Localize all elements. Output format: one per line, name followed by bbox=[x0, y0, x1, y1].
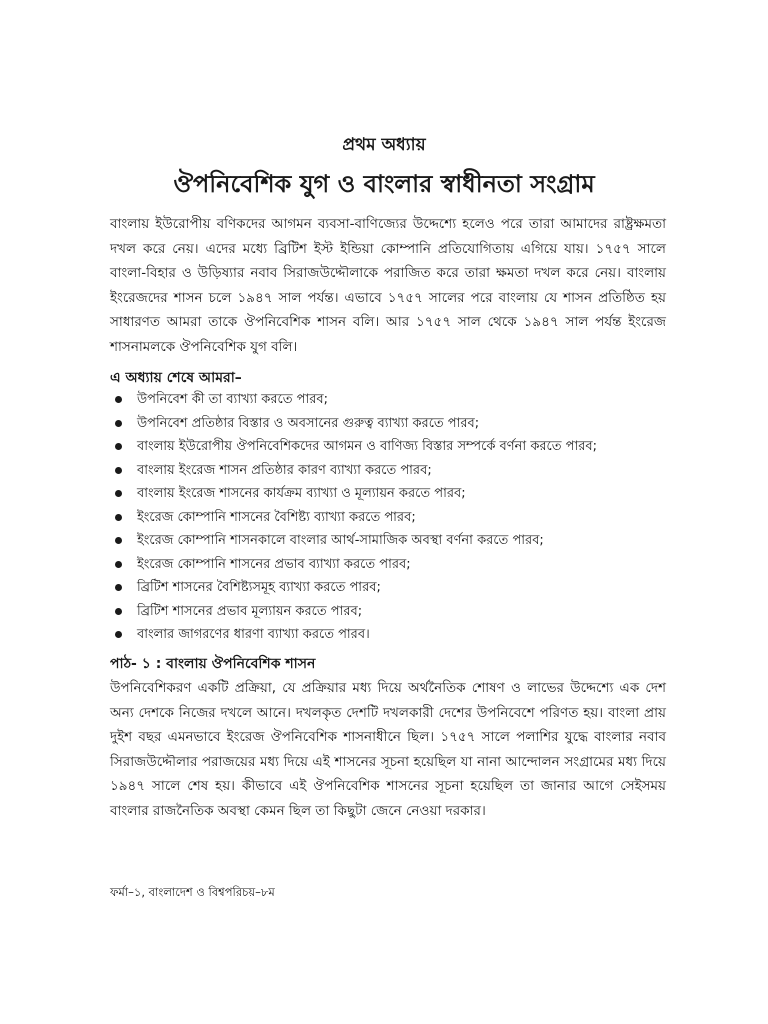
bullet-icon bbox=[115, 514, 122, 521]
bullet-icon bbox=[115, 584, 122, 591]
objective-item bbox=[112, 553, 672, 577]
chapter-title: ঔপনিবেশিক যুগ ও বাংলার স্বাধীনতা সংগ্রাম bbox=[173, 170, 595, 198]
objective-text: ইংরেজ কোম্পানি শাসনের বৈশিষ্ট্য ব্যাখ্যা করতে পারব; bbox=[137, 509, 416, 525]
objective-item bbox=[112, 506, 672, 530]
page-footer: ফর্মা–১, বাংলাদেশ ও বিশ্বপরিচয়–৮ম bbox=[110, 885, 275, 899]
objective-item bbox=[112, 529, 672, 553]
objective-text: বাংলায় ইউরোপীয় ঔপনিবেশিকদের আগমন ও বাণিজ্য বিস্তার সম্পর্কে বর্ণনা করতে পারব; bbox=[137, 439, 598, 454]
intro-paragraph: বাংলায় ইউরোপীয় বণিকদের আগমন ব্যবসা-বাণিজ্যের উদ্দেশ্যে হলেও পরে তারা আমাদের রাষ্ট্রক্ষমতা দখল করে নেয়। এদের মধ্যে ব্রিটিশ ইস্ট ইন্ডিয়া কোম্পানি প্রতিযোগিতায় এগিয়ে যায়। ১৭৫৭ সালে বাংলা-বিহার ও উড়িষ্যার নবাব সিরাজউদ্দৌলাকে পরাজিত করে তারা ক্ষমতা দখল করে নেয়। বাংলায় ইংরেজদের শাসন চলে ১৯৪৭ সাল পর্যন্ত। এভাবে ১৭৫৭ সালের পরে বাংলায় যে শাসন প্রতিষ্ঠিত হয় সাধারণত আমরা তাকে ঔপনিবেশিক শাসন বলি। আর ১৭৫৭ সাল থেকে ১৯৪৭ সাল পর্যন্ত ইংরেজ শাসনামলকে ঔপনিবেশিক যুগ বলি। bbox=[110, 216, 666, 355]
bullet-icon bbox=[115, 608, 122, 615]
objective-text: বাংলায় ইংরেজ শাসনের কার্যক্রম ব্যাখ্যা ও মূল্যায়ন করতে পারব; bbox=[137, 486, 466, 501]
bullet-icon bbox=[115, 396, 122, 403]
objective-text: উপনিবেশ কী তা ব্যাখ্যা করতে পারব; bbox=[137, 392, 329, 407]
objective-item bbox=[112, 623, 672, 647]
objective-item bbox=[112, 576, 672, 600]
bullet-icon bbox=[115, 443, 122, 450]
objective-item bbox=[112, 482, 672, 506]
objectives-list bbox=[112, 388, 672, 647]
objective-text: উপনিবেশ প্রতিষ্ঠার বিস্তার ও অবসানের গুরুত্ব ব্যাখ্যা করতে পারব; bbox=[137, 415, 480, 431]
lesson-body: উপনিবেশিকরণ একটি প্রক্রিয়া, যে প্রক্রিয়ার মধ্য দিয়ে অর্থনৈতিক শোষণ ও লাভের উদ্দেশ্যে এক দেশ অন্য দেশকে নিজের দখলে আনে। দখলকৃত দেশটি দখলকারী দেশের উপনিবেশে পরিণত হয়। বাংলা প্রায় দুইশ বছর এমনভাবে ইংরেজ ঔপনিবেশিক শাসনাধীনে ছিল। ১৭৫৭ সালে পলাশির যুদ্ধে বাংলার নবাব সিরাজউদ্দৌলার পরাজয়ের মধ্য দিয়ে এই শাসনের সূচনা হয়েছিল যা নানা আন্দোলন সংগ্রামের মধ্য দিয়ে ১৯৪৭ সালে শেষ হয়। কীভাবে এই ঔপনিবেশিক শাসনের সূচনা হয়েছিল তা জানার আগে সেইসময় বাংলার রাজনৈতিক অবস্থা কেমন ছিল তা কিছুটা জেনে নেওয়া দরকার। bbox=[110, 680, 666, 819]
bullet-icon bbox=[115, 537, 122, 544]
objective-text: ব্রিটিশ শাসনের বৈশিষ্ট্যসমূহ ব্যাখ্যা করতে পারব; bbox=[137, 580, 381, 595]
objective-item bbox=[112, 459, 672, 483]
objective-item bbox=[112, 600, 672, 624]
objective-item bbox=[112, 412, 672, 436]
bullet-icon bbox=[115, 561, 122, 568]
objective-text: বাংলার জাগরণের ধারণা ব্যাখ্যা করতে পারব। bbox=[137, 627, 370, 642]
objective-text: ইংরেজ কোম্পানি শাসনের প্রভাব ব্যাখ্যা করতে পারব; bbox=[137, 556, 411, 572]
objective-item bbox=[112, 435, 672, 459]
chapter-label: প্রথম অধ্যায় bbox=[342, 135, 426, 155]
bullet-icon bbox=[115, 631, 122, 638]
objective-item bbox=[112, 388, 672, 412]
bullet-icon bbox=[115, 490, 122, 497]
lesson-heading: পাঠ- ১ : বাংলায় ঔপনিবেশিক শাসন bbox=[110, 656, 316, 672]
objective-text: ব্রিটিশ শাসনের প্রভাব মূল্যায়ন করতে পারব; bbox=[137, 603, 363, 619]
bullet-icon bbox=[115, 420, 122, 427]
objective-text: বাংলায় ইংরেজ শাসন প্রতিষ্ঠার কারণ ব্যাখ্যা করতে পারব; bbox=[137, 462, 432, 478]
objectives-heading: এ অধ্যায় শেষে আমরা– bbox=[110, 370, 242, 386]
objective-text: ইংরেজ কোম্পানি শাসনকালে বাংলার আর্থ-সামাজিক অবস্থা বর্ণনা করতে পারব; bbox=[137, 533, 544, 548]
bullet-icon bbox=[115, 467, 122, 474]
